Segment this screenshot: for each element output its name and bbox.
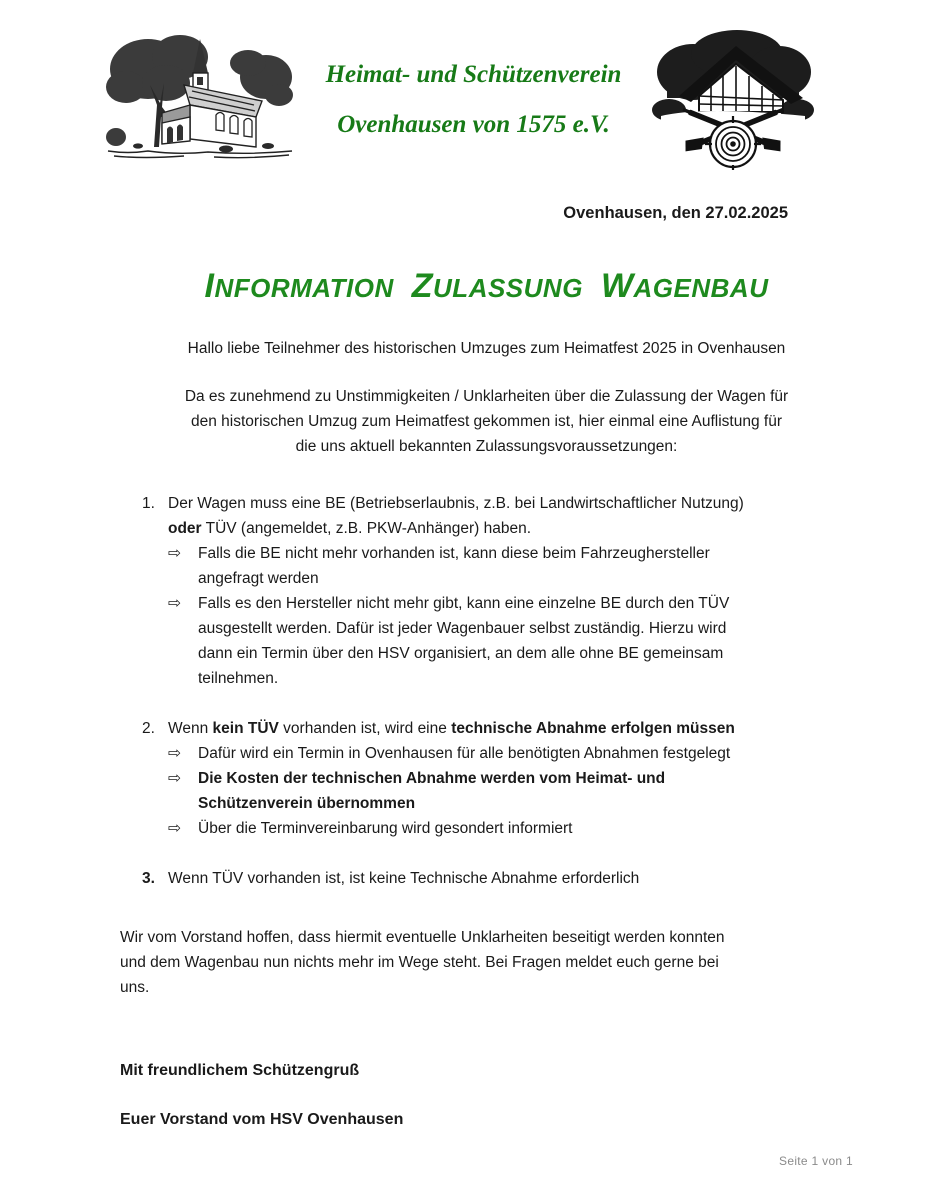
letterhead: [0, 0, 927, 170]
sub-bullet: ⇨ Falls die BE nicht mehr vorhanden ist, kann diese beim Fahrzeughersteller angefragt werden: [120, 541, 853, 591]
arrow-bullet-icon: ⇨: [168, 544, 181, 562]
closing-paragraph: Wir vom Vorstand hoffen, dass hiermit eventuelle Unklarheiten beseitigt werden konnten und dem Wagenbau nun nichts mehr im Wege steht. Bei Fragen meldet euch gerne bei uns.: [120, 929, 725, 996]
sub-bullet: ⇨ Die Kosten der technischen Abnahme werden vom Heimat- und Schützenverein übernommen: [120, 766, 853, 816]
organization-name: [296, 50, 651, 150]
arrow-bullet-icon: ⇨: [168, 769, 181, 787]
letter-body: [120, 336, 853, 1132]
page-number: Seite 1 von 1: [779, 1154, 853, 1168]
organization-name-line2: Ovenhausen von 1575 e.V.: [337, 111, 610, 138]
title-word-information: INFORMATION: [204, 267, 394, 305]
organization-name-line1: Heimat- und Schützenverein: [325, 61, 622, 88]
signature-sender: Euer Vorstand vom HSV Ovenhausen: [120, 1111, 404, 1128]
greeting-paragraph: Hallo liebe Teilnehmer des historischen Umzuges zum Heimatfest 2025 in Ovenhausen: [187, 340, 786, 357]
requirements-list: [120, 491, 853, 891]
arrow-bullet-icon: ⇨: [168, 819, 181, 837]
document-title: [120, 267, 853, 306]
list-number: 3.: [142, 870, 155, 887]
sub-bullet: ⇨ Falls es den Hersteller nicht mehr gibt, kann eine einzelne BE durch den TÜV ausgestellt werden. Dafür ist jeder Wagenbauer selbst zuständig. Hierzu wird dann ein Termin über den HSV organisiert, an dem alle ohne BE gemeinsam teilnehmen.: [120, 591, 853, 691]
list-number: 1.: [142, 495, 155, 512]
club-logo-icon: [651, 24, 815, 170]
sub-bullet: ⇨ Dafür wird ein Termin in Ovenhausen für alle benötigten Abnahmen festgelegt: [120, 741, 853, 766]
arrow-bullet-icon: ⇨: [168, 594, 181, 612]
church-drawing-icon: [104, 24, 296, 166]
date-line: Ovenhausen, den 27.02.2025: [563, 204, 788, 222]
title-word-zulassung: ZULASSUNG: [411, 267, 583, 305]
sub-bullet: ⇨ Über die Terminvereinbarung wird gesondert informiert: [120, 816, 853, 841]
list-number: 2.: [142, 720, 155, 737]
signature-greeting: Mit freundlichem Schützengruß: [120, 1062, 360, 1079]
list-item-1: 1. Der Wagen muss eine BE (Betriebserlaubnis, z.B. bei Landwirtschaftlicher Nutzung) oder TÜV (angemeldet, z.B. PKW-Anhänger) haben. ⇨ Falls die BE nicht mehr vorhanden ist, kann diese beim Fahrzeughersteller angefragt werden ⇨ Falls es den Hersteller nicht mehr gibt, kann eine einzelne BE durch den TÜV ausgestellt werden. Dafür ist jeder Wagenbauer selbst zuständig. Hierzu wird dann ein Termin über den HSV organisiert, an dem alle ohne BE gemeinsam teilnehmen.: [120, 491, 853, 691]
intro-paragraph: Da es zunehmend zu Unstimmigkeiten / Unklarheiten über die Zulassung der Wagen für den historischen Umzug zum Heimatfest gekommen ist, hier einmal eine Auflistung für die uns aktuell bekannten Zulassungsvoraussetzungen:: [184, 388, 789, 455]
title-word-wagenbau: WAGENBAU: [600, 267, 769, 305]
list-item-3: 3. Wenn TÜV vorhanden ist, ist keine Technische Abnahme erforderlich: [120, 866, 853, 891]
list-item-2: 2. Wenn kein TÜV vorhanden ist, wird eine technische Abnahme erfolgen müssen ⇨ Dafür wird ein Termin in Ovenhausen für alle benötigten Abnahmen festgelegt ⇨ Die Kosten der technischen Abnahme werden vom Heimat- und Schützenverein übernommen ⇨ Über die Terminvereinbarung wird gesondert informiert: [120, 716, 853, 841]
arrow-bullet-icon: ⇨: [168, 744, 181, 762]
